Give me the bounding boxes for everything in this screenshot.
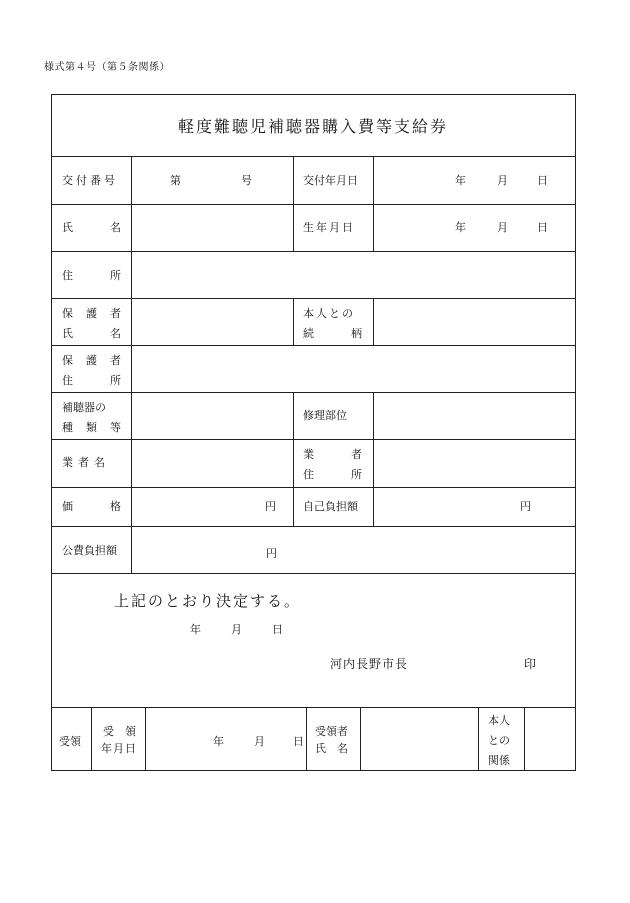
issue-date-day: 日 bbox=[537, 174, 548, 187]
price-label-a: 価 bbox=[62, 500, 73, 513]
relation-label-1: 本人との bbox=[303, 307, 355, 320]
receipt-date-label-1a: 受 bbox=[103, 725, 114, 738]
col-divider bbox=[373, 156, 374, 204]
device-type-label-2b: 類 bbox=[86, 421, 97, 434]
issue-number-prefix: 第 bbox=[170, 174, 181, 187]
guardian-address-label-2a: 住 bbox=[62, 374, 73, 387]
guardian-label-1a: 保 bbox=[62, 307, 73, 320]
row-divider bbox=[51, 204, 576, 205]
vendor-address-label-2a: 住 bbox=[303, 468, 314, 481]
self-pay-yen: 円 bbox=[520, 500, 531, 513]
row-divider bbox=[51, 439, 576, 440]
decision-month: 月 bbox=[231, 623, 242, 636]
birth-date-label: 生年月日 bbox=[303, 221, 355, 234]
vendor-address-label-2b: 所 bbox=[351, 468, 362, 481]
row-divider bbox=[51, 707, 576, 708]
col-divider bbox=[373, 298, 374, 345]
col-divider bbox=[91, 707, 92, 771]
receipt-year: 年 bbox=[213, 735, 224, 748]
birth-date-month: 月 bbox=[497, 221, 508, 234]
birth-date-year: 年 bbox=[455, 221, 466, 234]
relation-to-child-1: 本人 bbox=[488, 714, 510, 727]
name-label-b: 名 bbox=[110, 221, 121, 234]
issue-date-label: 交付年月日 bbox=[303, 174, 358, 187]
price-label-b: 格 bbox=[110, 500, 121, 513]
row-divider bbox=[51, 487, 576, 488]
row-divider bbox=[51, 298, 576, 299]
receiver-label-2b: 名 bbox=[337, 742, 348, 755]
guardian-label-1b: 護 bbox=[86, 307, 97, 320]
guardian-label-2a: 氏 bbox=[62, 327, 73, 340]
col-divider bbox=[131, 156, 132, 573]
col-divider bbox=[360, 707, 361, 771]
public-pay-label: 公費負担額 bbox=[62, 544, 117, 557]
relation-label-2a: 続 bbox=[303, 327, 314, 340]
decision-statement: 上記のとおり決定する。 bbox=[114, 592, 302, 610]
vendor-address-label-1a: 業 bbox=[303, 448, 314, 461]
col-divider bbox=[293, 204, 294, 251]
relation-to-child-3: 関係 bbox=[488, 754, 510, 767]
issue-number-label: 交付番号 bbox=[62, 174, 118, 187]
row-divider bbox=[51, 345, 576, 346]
guardian-address-label-1b: 護 bbox=[86, 354, 97, 367]
guardian-address-label-2b: 所 bbox=[110, 374, 121, 387]
receiver-label-2a: 氏 bbox=[315, 742, 326, 755]
public-pay-yen: 円 bbox=[266, 547, 277, 560]
repair-part-label: 修理部位 bbox=[303, 409, 347, 422]
self-pay-label: 自己負担額 bbox=[303, 500, 358, 513]
birth-date-day: 日 bbox=[537, 221, 548, 234]
guardian-label-1c: 者 bbox=[110, 307, 121, 320]
address-label-b: 所 bbox=[110, 269, 121, 282]
decision-day: 日 bbox=[272, 623, 283, 636]
mayor-title: 河内長野市長 bbox=[330, 657, 409, 671]
name-label-a: 氏 bbox=[62, 221, 73, 234]
receiver-label-1: 受領者 bbox=[315, 725, 348, 738]
decision-year: 年 bbox=[190, 623, 201, 636]
device-type-label-1: 補聴器の bbox=[62, 401, 106, 414]
relation-label-2b: 柄 bbox=[351, 327, 362, 340]
guardian-label-2b: 名 bbox=[110, 327, 121, 340]
seal-mark: 印 bbox=[524, 657, 537, 671]
device-type-label-2c: 等 bbox=[110, 421, 121, 434]
col-divider bbox=[306, 707, 307, 771]
guardian-address-label-1a: 保 bbox=[62, 354, 73, 367]
row-divider bbox=[51, 392, 576, 393]
issue-number-suffix: 号 bbox=[241, 174, 252, 187]
col-divider bbox=[293, 392, 294, 526]
col-divider bbox=[373, 204, 374, 251]
col-divider bbox=[373, 392, 374, 526]
issue-date-month: 月 bbox=[497, 174, 508, 187]
col-divider bbox=[293, 298, 294, 345]
col-divider bbox=[524, 707, 525, 771]
col-divider bbox=[293, 156, 294, 204]
row-divider bbox=[51, 573, 576, 574]
receipt-date-label-2: 年月日 bbox=[101, 742, 137, 755]
receipt-date-label-1b: 領 bbox=[125, 725, 136, 738]
issue-date-year: 年 bbox=[455, 174, 466, 187]
col-divider bbox=[478, 707, 479, 771]
form-title: 軽度難聴児補聴器購入費等支給券 bbox=[177, 117, 448, 136]
price-yen: 円 bbox=[265, 500, 276, 513]
receipt-day: 日 bbox=[293, 735, 304, 748]
address-label-a: 住 bbox=[62, 269, 73, 282]
row-divider bbox=[51, 156, 576, 157]
form-reference: 様式第４号（第５条関係） bbox=[44, 62, 170, 73]
vendor-name-label: 業者名 bbox=[62, 456, 110, 469]
col-divider bbox=[145, 707, 146, 771]
form-frame bbox=[51, 94, 576, 771]
row-divider bbox=[51, 526, 576, 527]
receipt-label: 受領 bbox=[59, 735, 81, 748]
device-type-label-2a: 種 bbox=[62, 421, 73, 434]
relation-to-child-2: との bbox=[488, 734, 510, 747]
vendor-address-label-1b: 者 bbox=[351, 448, 362, 461]
row-divider bbox=[51, 251, 576, 252]
guardian-address-label-1c: 者 bbox=[110, 354, 121, 367]
receipt-month: 月 bbox=[254, 735, 265, 748]
